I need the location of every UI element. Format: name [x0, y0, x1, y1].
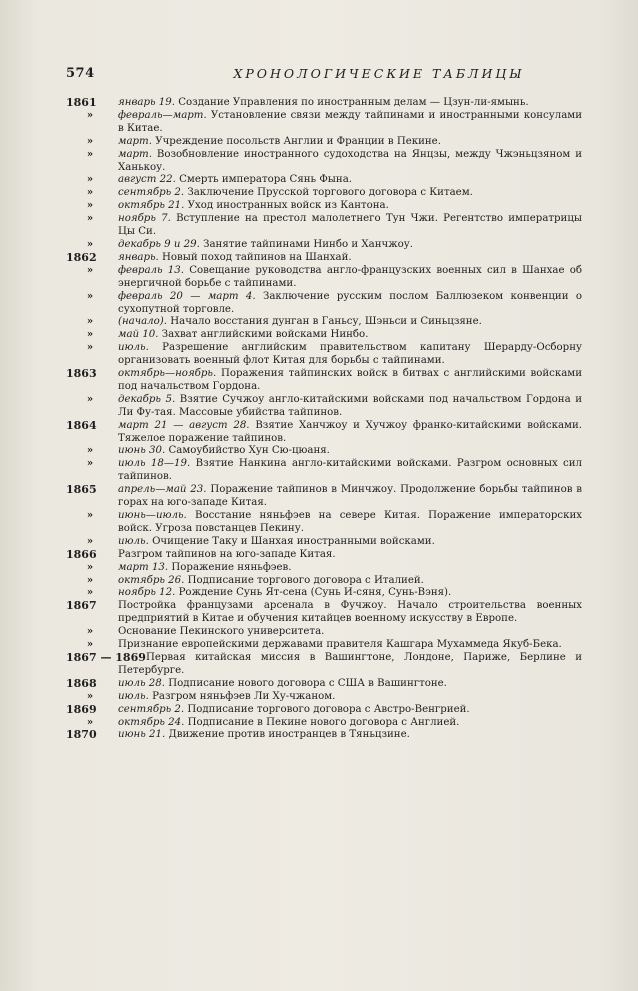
- entry-body: [118, 187, 582, 200]
- entry-body: [118, 174, 582, 187]
- entry-date: июль 28.: [118, 677, 166, 689]
- ditto-mark: »: [86, 690, 94, 702]
- chronology-entry: [66, 704, 582, 717]
- ditto-mark: »: [86, 264, 94, 276]
- ditto-mark: »: [86, 213, 94, 225]
- chronology-entry: [66, 600, 582, 626]
- entry-body: [118, 575, 582, 588]
- chronology-entry: [66, 149, 582, 175]
- chronology-entry: [66, 536, 582, 549]
- entry-text: Разгром тайпинов на юго-западе Китая.: [118, 548, 336, 560]
- entry-year: 1862: [66, 250, 97, 264]
- entry-year: 1868: [66, 676, 97, 690]
- entry-date: октябрь 26.: [118, 574, 185, 586]
- ditto-mark: »: [86, 290, 94, 302]
- entry-date: октябрь—ноябрь.: [118, 368, 217, 380]
- entry-date: апрель—май 23.: [118, 484, 207, 496]
- entry-date: сентябрь 2.: [118, 187, 185, 199]
- entry-text: Возобновление иностранного судоходства на Янцзы, между Чжэньцзяном и Ханькоу.: [118, 148, 582, 173]
- chronology-entry: [66, 252, 582, 265]
- page-number: 574: [66, 66, 95, 81]
- entry-body: [118, 458, 582, 484]
- ditto-mark: »: [86, 393, 94, 405]
- entry-text: Создание Управления по иностранным делам — Цзун-ли-ямынь.: [178, 97, 529, 108]
- chronology-entry: [66, 717, 582, 730]
- entry-body: [118, 691, 582, 704]
- entry-text: Разрешение английским правительством капитану Шерарду-Осборну организовать военный флот Китая для борьбы с тайпинами.: [118, 342, 582, 367]
- entry-year: 1865: [66, 483, 97, 497]
- entry-text: Совещание руководства англо-французских военных сил в Шанхае об энергичной борьбе с тайпинами.: [118, 264, 582, 289]
- ditto-mark: »: [86, 329, 94, 341]
- entry-body: [118, 239, 582, 252]
- entry-body: [118, 484, 582, 510]
- ditto-mark: »: [86, 316, 94, 328]
- ditto-mark: »: [86, 535, 94, 547]
- ditto-mark: »: [86, 561, 94, 573]
- entry-text: Занятие тайпинами Нинбо и Ханчжоу.: [203, 238, 413, 250]
- entry-body: [118, 149, 582, 175]
- chronology-entry: [66, 200, 582, 213]
- ditto-mark: »: [86, 639, 94, 651]
- entry-year: 1867: [66, 599, 97, 613]
- chronology-entry: [66, 136, 582, 149]
- ditto-mark: »: [86, 187, 94, 199]
- entry-text: Рождение Сунь Ят-сена (Сунь И-сяня, Сунь-Вэня).: [178, 587, 452, 599]
- chronology-entry: [66, 329, 582, 342]
- entry-body: [118, 291, 582, 317]
- entry-date: июль 18—19.: [118, 458, 191, 470]
- entry-year: 1863: [66, 367, 97, 381]
- entry-year: 1869: [66, 702, 97, 716]
- chronology-entry: [66, 110, 582, 136]
- ditto-mark: »: [86, 148, 94, 160]
- entry-text: Постройка французами арсенала в Фучжоу. Начало строительства военных предприятий в Китае и обучения китайцев военному искусству в Европе.: [118, 600, 582, 625]
- entry-date: июнь 21.: [118, 729, 166, 741]
- entry-body: [118, 394, 582, 420]
- entry-text: Захват английскими войсками Нинбо.: [161, 329, 369, 341]
- chronology-entry: [66, 445, 582, 458]
- chronology-entry: [66, 678, 582, 691]
- chronology-entry: [66, 174, 582, 187]
- entry-text: Подписание торгового договора с Италией.: [187, 574, 424, 586]
- entry-body: [118, 200, 582, 213]
- chronology-list: [66, 97, 582, 742]
- entry-date: декабрь 5.: [118, 393, 176, 405]
- chronology-entry: [66, 458, 582, 484]
- entry-text: Основание Пекинского университета.: [118, 626, 325, 638]
- entry-text: Взятие Сучжоу англо-китайскими войсками под начальством Гордона и Ли Фу-тая. Массовые убийства тайпинов.: [118, 393, 582, 418]
- entry-date: февраль—март.: [118, 109, 207, 121]
- entry-date: август 22.: [118, 174, 176, 186]
- ditto-mark: »: [86, 626, 94, 638]
- entry-date: июль.: [118, 342, 149, 354]
- entry-body: [118, 626, 582, 639]
- ditto-mark: »: [86, 587, 94, 599]
- ditto-mark: »: [86, 445, 94, 457]
- entry-text: Движение против иностранцев в Тяньцзине.: [168, 729, 410, 741]
- entry-text: Восстание няньфэев на севере Китая. Поражение императорских войск. Угроза повстанцев Пекину.: [118, 510, 582, 534]
- entry-date: июнь—июль.: [118, 510, 187, 521]
- entry-text: Разгром няньфэев Ли Ху-чжаном.: [152, 690, 336, 702]
- chronology-entry: [66, 291, 582, 317]
- chronology-entry: [66, 729, 582, 742]
- ditto-mark: »: [86, 135, 94, 147]
- entry-text: Уход иностранных войск из Кантона.: [187, 200, 389, 212]
- entry-date: сентябрь 2.: [118, 703, 185, 715]
- chronology-entry: [66, 587, 582, 600]
- entry-date: январь.: [118, 251, 159, 263]
- chronology-entry: [66, 187, 582, 200]
- entry-date: июль.: [118, 690, 149, 702]
- entry-text: Самоубийство Хун Сю-цюаня.: [168, 445, 330, 457]
- entry-date: февраль 20 — март 4.: [118, 290, 256, 302]
- entry-date: октябрь 21.: [118, 200, 185, 212]
- ditto-mark: »: [86, 200, 94, 212]
- entry-body: [118, 639, 582, 652]
- entry-body: [118, 316, 582, 329]
- entry-year: 1867 — 1869: [66, 650, 146, 664]
- ditto-mark: »: [86, 109, 94, 121]
- entry-text: Очищение Таку и Шанхая иностранными войсками.: [152, 535, 435, 547]
- entry-date: октябрь 24.: [118, 716, 185, 728]
- chronology-entry: [66, 265, 582, 291]
- entry-body: [118, 420, 582, 446]
- entry-body: [118, 136, 582, 149]
- chronology-entry: [66, 549, 582, 562]
- entry-text: Учреждение посольств Англии и Франции в Пекине.: [155, 135, 441, 147]
- ditto-mark: »: [86, 574, 94, 586]
- entry-body: [118, 717, 582, 730]
- chronology-entry: [66, 342, 582, 368]
- entry-date: март 13.: [118, 561, 169, 573]
- entry-body: [118, 600, 582, 626]
- ditto-mark: »: [86, 458, 94, 470]
- entry-body: [118, 368, 582, 394]
- entry-date: март 21 — август 28.: [118, 419, 250, 431]
- entry-date: март.: [118, 148, 152, 160]
- entry-date: декабрь 9 и 29.: [118, 238, 200, 250]
- entry-body: [118, 678, 582, 691]
- chronology-entry: [66, 213, 582, 239]
- entry-body: [118, 265, 582, 291]
- entry-text: Вступление на престол малолетнего Тун Чжи. Регентство императрицы Цы Си.: [118, 213, 582, 238]
- ditto-mark: »: [86, 716, 94, 728]
- chronology-entry: [66, 562, 582, 575]
- entry-body: [118, 562, 582, 575]
- entry-text: Подписание торгового договора с Австро-Венгрией.: [187, 703, 470, 715]
- entry-body: [118, 252, 582, 265]
- chronology-entry: [66, 575, 582, 588]
- entry-body: [118, 652, 582, 678]
- entry-body: [118, 729, 582, 742]
- entry-date: февраль 13.: [118, 264, 184, 276]
- ditto-mark: »: [86, 510, 94, 521]
- entry-text: Поражение няньфэев.: [171, 561, 292, 573]
- chronology-entry: [66, 652, 582, 678]
- entry-body: [118, 704, 582, 717]
- chronology-entry: [66, 394, 582, 420]
- entry-text: Подписание нового договора с США в Вашингтоне.: [168, 677, 447, 689]
- entry-text: Взятие Ханчжоу и Хучжоу франко-китайскими войсками. Тяжелое поражение тайпинов.: [118, 419, 582, 444]
- entry-text: Новый поход тайпинов на Шанхай.: [162, 251, 352, 263]
- entry-body: [118, 587, 582, 600]
- entry-body: [118, 329, 582, 342]
- ditto-mark: »: [86, 174, 94, 186]
- entry-date: май 10.: [118, 329, 159, 341]
- entry-date: январь 19.: [118, 97, 175, 108]
- entry-year: 1870: [66, 728, 97, 742]
- chronology-entry: [66, 510, 582, 536]
- chronology-entry: [66, 368, 582, 394]
- entry-text: Смерть императора Сянь Фына.: [179, 174, 353, 186]
- entry-date: ноябрь 7.: [118, 213, 171, 225]
- chronology-entry: [66, 316, 582, 329]
- entry-body: [118, 445, 582, 458]
- chronology-entry: [66, 626, 582, 639]
- entry-date: ноябрь 12.: [118, 587, 176, 599]
- running-title: ХРОНОЛОГИЧЕСКИЕ ТАБЛИЦЫ: [233, 66, 525, 81]
- chronology-entry: [66, 691, 582, 704]
- entry-body: [118, 536, 582, 549]
- entry-text: Поражение тайпинов в Минчжоу. Продолжение борьбы тайпинов в горах на юго-западе Китая.: [118, 484, 582, 509]
- entry-year: 1861: [66, 96, 97, 109]
- ditto-mark: »: [86, 342, 94, 354]
- entry-date: июнь 30.: [118, 445, 166, 457]
- entry-year: 1864: [66, 418, 97, 432]
- entry-text: Поражения тайпинских войск в битвах с английскими войсками под начальством Гордона.: [118, 368, 582, 392]
- chronology-entry: [66, 484, 582, 510]
- entry-body: [118, 97, 582, 110]
- entry-text: Заключение русским послом Баллюзеком конвенции о сухопутной торговле.: [118, 290, 582, 315]
- entry-body: [118, 342, 582, 368]
- entry-text: Установление связи между тайпинами и иностранными консулами в Китае.: [118, 109, 582, 134]
- entry-body: [118, 549, 582, 562]
- chronology-entry: [66, 239, 582, 252]
- entry-date: март.: [118, 135, 152, 147]
- entry-text: Признание европейскими державами правителя Кашгара Мухаммеда Якуб-Бека.: [118, 639, 562, 651]
- entry-text: Первая китайская миссия в Вашингтоне, Лондоне, Париже, Берлине и Петербурге.: [118, 651, 582, 676]
- page-header: [66, 66, 582, 88]
- entry-text: Заключение Прусской торгового договора с Китаем.: [187, 187, 473, 199]
- entry-text: Начало восстания дунган в Ганьсу, Шэньси и Синьцзяне.: [170, 316, 482, 328]
- entry-body: [118, 110, 582, 136]
- entry-date: июль.: [118, 535, 149, 547]
- entry-year: 1866: [66, 547, 97, 561]
- entry-body: [118, 213, 582, 239]
- chronology-entry: [66, 97, 582, 110]
- entry-body: [118, 510, 582, 536]
- entry-text: Подписание в Пекине нового договора с Англией.: [187, 716, 460, 728]
- entry-date: (начало).: [118, 316, 168, 328]
- ditto-mark: »: [86, 238, 94, 250]
- entry-text: Взятие Нанкина англо-китайскими войсками. Разгром основных сил тайпинов.: [118, 458, 583, 483]
- chronology-entry: [66, 420, 582, 446]
